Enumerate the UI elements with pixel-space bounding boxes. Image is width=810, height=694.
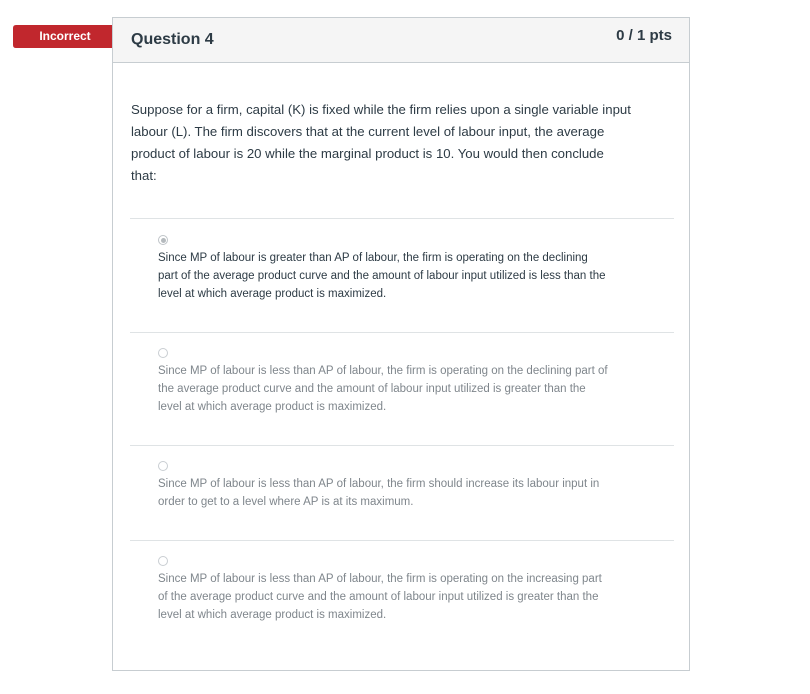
answer-text-line: Since MP of labour is less than AP of labour, the firm is operating on the increasing part bbox=[158, 573, 602, 585]
incorrect-status-flag bbox=[13, 25, 123, 48]
answer-text bbox=[158, 475, 653, 511]
question-card bbox=[112, 17, 690, 671]
answer-text-line: part of the average product curve and the amount of labour input utilized is less than the bbox=[158, 270, 606, 282]
question-text-line: that: bbox=[131, 168, 157, 183]
question-text-line: product of labour is 20 while the marginal product is 10. You would then conclude bbox=[131, 146, 604, 161]
radio-selected-icon[interactable] bbox=[158, 235, 168, 245]
answer-text-line: level at which average product is maximized. bbox=[158, 401, 387, 413]
answer-option-1[interactable] bbox=[130, 218, 674, 332]
answer-text-line: Since MP of labour is greater than AP of labour, the firm is operating on the declining bbox=[158, 252, 588, 264]
question-text bbox=[131, 99, 676, 187]
answer-option-4[interactable] bbox=[130, 540, 674, 640]
radio-icon[interactable] bbox=[158, 461, 168, 471]
question-points: 0 / 1 pts bbox=[616, 27, 672, 44]
answer-text-line: level at which average product is maximized. bbox=[158, 609, 387, 621]
answer-text bbox=[158, 362, 653, 416]
answer-text bbox=[158, 249, 653, 303]
radio-icon[interactable] bbox=[158, 556, 168, 566]
answer-text-line: level at which average product is maximized. bbox=[158, 288, 387, 300]
status-label: Incorrect bbox=[39, 29, 91, 43]
answer-option-3[interactable] bbox=[130, 445, 674, 540]
question-text-line: Suppose for a firm, capital (K) is fixed while the firm relies upon a single variable input bbox=[131, 102, 631, 117]
answer-text-line: of the average product curve and the amount of labour input utilized is greater than the bbox=[158, 591, 599, 603]
question-title: Question 4 bbox=[131, 31, 214, 48]
answer-text-line: the average product curve and the amount of labour input utilized is greater than the bbox=[158, 383, 586, 395]
answer-text-line: Since MP of labour is less than AP of labour, the firm is operating on the declining part of bbox=[158, 365, 608, 377]
question-text-line: labour (L). The firm discovers that at the current level of labour input, the average bbox=[131, 124, 605, 139]
answer-option-2[interactable] bbox=[130, 332, 674, 445]
answer-text-line: Since MP of labour is less than AP of labour, the firm should increase its labour input in bbox=[158, 478, 600, 490]
radio-icon[interactable] bbox=[158, 348, 168, 358]
question-header bbox=[113, 18, 689, 63]
answer-text bbox=[158, 570, 653, 624]
answer-list bbox=[130, 218, 674, 640]
answer-text-line: order to get to a level where AP is at its maximum. bbox=[158, 496, 414, 508]
